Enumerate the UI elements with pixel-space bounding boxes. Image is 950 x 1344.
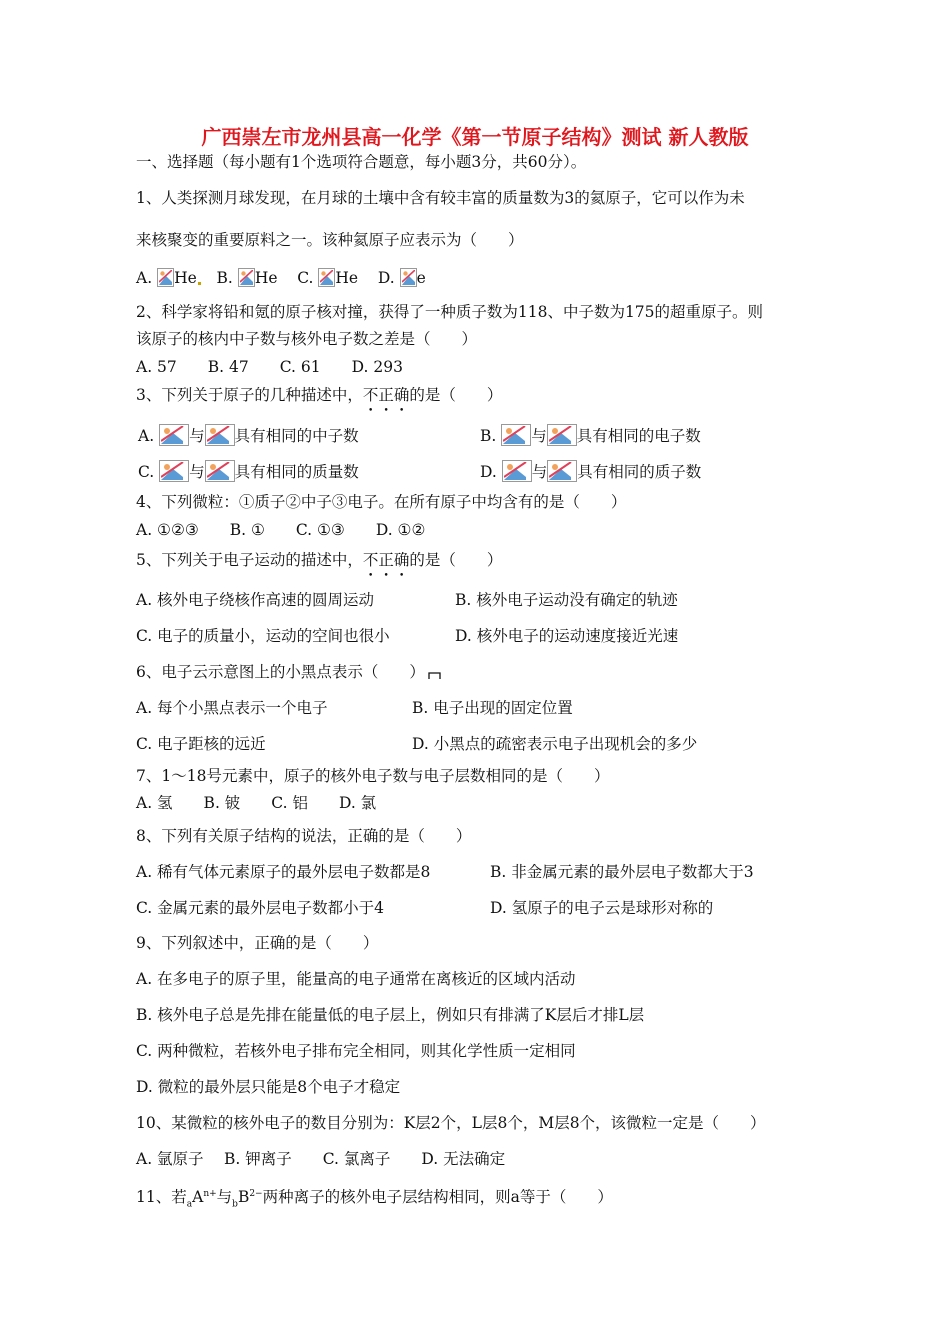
option-b-text: He <box>254 269 278 287</box>
question-3-option-a <box>138 424 359 446</box>
question-6-option-c: C. 电子距核的远近 <box>136 735 266 753</box>
question-3-text-end: 的是（ ） <box>409 386 503 404</box>
question-9-line-1: 9、下列叙述中，正确的是（ ） <box>136 934 379 952</box>
option-b-text: 具有相同的电子数 <box>576 427 701 445</box>
question-3-text: 3、下列关于原子的几种描述中， <box>136 386 363 404</box>
ion-a-charge: n+ <box>203 1189 217 1199</box>
emphasis-char: 正 <box>378 551 394 569</box>
question-5-option-b: B. 核外电子运动没有确定的轨迹 <box>455 591 678 609</box>
page-title: 广西崇左市龙州县高一化学《第一节原子结构》测试 新人教版 <box>201 125 749 149</box>
broken-image-icon <box>501 424 531 446</box>
question-7-line-1: 7、1～18号元素中，原子的核外电子数与电子层数相同的是（ ） <box>136 767 610 785</box>
question-11-text-end: 两种离子的核外电子层结构相同，则a等于（ ） <box>262 1188 613 1207</box>
question-9-option-b: B. 核外电子总是先排在能量低的电子层上，例如只有排满了K层后才排L层 <box>136 1006 645 1024</box>
question-1-line-2: 来核聚变的重要原料之一。该种氦原子应表示为（ ） <box>136 231 524 249</box>
question-4-line-1: 4、下列微粒：①质子②中子③电子。在所有原子中均含有的是（ ） <box>136 493 627 511</box>
question-4-options: A. ①②③ B. ① C. ①③ D. ①② <box>136 521 426 539</box>
question-8-option-c: C. 金属元素的最外层电子数都小于4 <box>136 899 385 917</box>
option-d-connector: 与 <box>531 463 548 481</box>
broken-image-icon <box>547 424 577 446</box>
broken-image-icon <box>547 460 577 482</box>
question-8-option-b: B. 非金属元素的最外层电子数都大于3 <box>490 863 754 881</box>
question-5-option-a: A. 核外电子绕核作高速的圆周运动 <box>136 591 375 609</box>
question-11-line-1 <box>136 1184 613 1214</box>
option-a-text: 具有相同的中子数 <box>234 427 359 445</box>
question-11-text: 11、若 <box>136 1188 187 1207</box>
broken-image-icon <box>502 460 532 482</box>
question-3-option-c <box>138 460 359 482</box>
emphasis-char: 确 <box>393 551 410 569</box>
bracket-mark-icon <box>428 670 442 680</box>
question-9-option-a: A. 在多电子的原子里，能量高的电子通常在离核近的区域内活动 <box>136 970 576 988</box>
option-b-label: B. <box>216 269 233 287</box>
broken-image-icon <box>157 268 174 287</box>
question-10-options: A. 氩原子 B. 钾离子 C. 氯离子 D. 无法确定 <box>136 1150 506 1168</box>
question-6-line-1 <box>136 662 442 682</box>
question-3-stem <box>136 385 502 405</box>
broken-image-icon <box>400 268 417 287</box>
question-6-option-a: A. 每个小黑点表示一个电子 <box>136 699 328 717</box>
option-c-connector: 与 <box>189 463 205 481</box>
question-7-options: A. 氢 B. 铍 C. 铝 D. 氯 <box>136 794 377 812</box>
question-2-line-1: 2、科学家将铅和氪的原子核对撞，获得了一种质子数为118、中子数为175的超重原子。则 <box>136 303 764 321</box>
option-d-text: e <box>416 269 426 287</box>
question-3-option-d <box>480 460 701 482</box>
broken-image-icon <box>159 424 189 446</box>
question-10-line-1: 10、某微粒的核外电子的数目分别为：K层2个，L层8个，M层8个，该微粒一定是（ ） <box>136 1114 766 1132</box>
ion-b-symbol: B <box>237 1188 250 1207</box>
broken-image-icon <box>205 460 235 482</box>
emphasis-char: 不 <box>362 551 379 569</box>
question-1-text: 1、人类探测月球发现，在月球的土壤中含有较丰富的质量数为3的氦原子，它可以作为未 <box>136 189 745 207</box>
question-5-text-end: 的是（ ） <box>409 551 503 569</box>
question-3-option-b <box>480 424 701 446</box>
option-c-text: He <box>335 269 359 287</box>
option-b-label: B. <box>480 427 497 445</box>
broken-image-icon <box>159 460 189 482</box>
option-a-label: A. <box>138 427 155 445</box>
ion-b-subscript: b <box>232 1199 238 1210</box>
question-5-stem <box>136 550 502 570</box>
question-5-option-c: C. 电子的质量小，运动的空间也很小 <box>136 627 390 645</box>
emphasis-char: 不 <box>362 386 379 404</box>
option-c-label: C. <box>297 269 314 287</box>
ion-a-symbol: A <box>192 1188 204 1207</box>
question-5-text: 5、下列关于电子运动的描述中， <box>136 551 363 569</box>
question-1-line-1 <box>136 188 745 208</box>
question-6-option-d: D. 小黑点的疏密表示电子出现机会的多少 <box>412 735 698 753</box>
option-d-label: D. <box>480 463 497 481</box>
connector-text: 与 <box>216 1188 233 1207</box>
question-5-option-d: D. 核外电子的运动速度接近光速 <box>455 627 679 645</box>
question-6-text: 6、电子云示意图上的小黑点表示（ ） <box>136 663 425 681</box>
option-b-connector: 与 <box>531 427 547 445</box>
option-c-label: C. <box>138 463 155 481</box>
ion-b-charge: 2− <box>249 1189 263 1199</box>
broken-image-icon <box>318 268 335 287</box>
question-8-option-d: D. 氢原子的电子云是球形对称的 <box>490 899 714 917</box>
option-c-text: 具有相同的质量数 <box>234 463 359 481</box>
question-6-option-b: B. 电子出现的固定位置 <box>412 699 573 717</box>
option-a-label: A. <box>136 269 153 287</box>
question-9-option-c: C. 两种微粒，若核外电子排布完全相同，则其化学性质一定相同 <box>136 1042 576 1060</box>
question-1-options <box>136 268 426 288</box>
option-a-connector: 与 <box>189 427 205 445</box>
option-d-text: 具有相同的质子数 <box>577 463 702 481</box>
option-d-label: D. <box>377 269 395 287</box>
option-a-text: He <box>174 269 197 287</box>
question-2-options: A. 57 B. 47 C. 61 D. 293 <box>136 358 403 376</box>
emphasis-char: 正 <box>378 386 394 404</box>
section-heading: 一、选择题（每小题有1个选项符合题意，每小题3分，共60分）。 <box>136 153 587 171</box>
broken-image-icon <box>205 424 235 446</box>
emphasis-char: 确 <box>393 386 410 404</box>
broken-image-icon <box>238 268 255 287</box>
question-8-line-1: 8、下列有关原子结构的说法，正确的是（ ） <box>136 827 472 845</box>
question-2-line-2: 该原子的核内中子数与核外电子数之差是（ ） <box>136 330 478 348</box>
question-8-option-a: A. 稀有气体元素原子的最外层电子数都是8 <box>136 863 431 881</box>
ion-a-subscript: a <box>186 1199 193 1210</box>
question-9-option-d: D. 微粒的最外层只能是8个电子才稳定 <box>136 1078 401 1096</box>
